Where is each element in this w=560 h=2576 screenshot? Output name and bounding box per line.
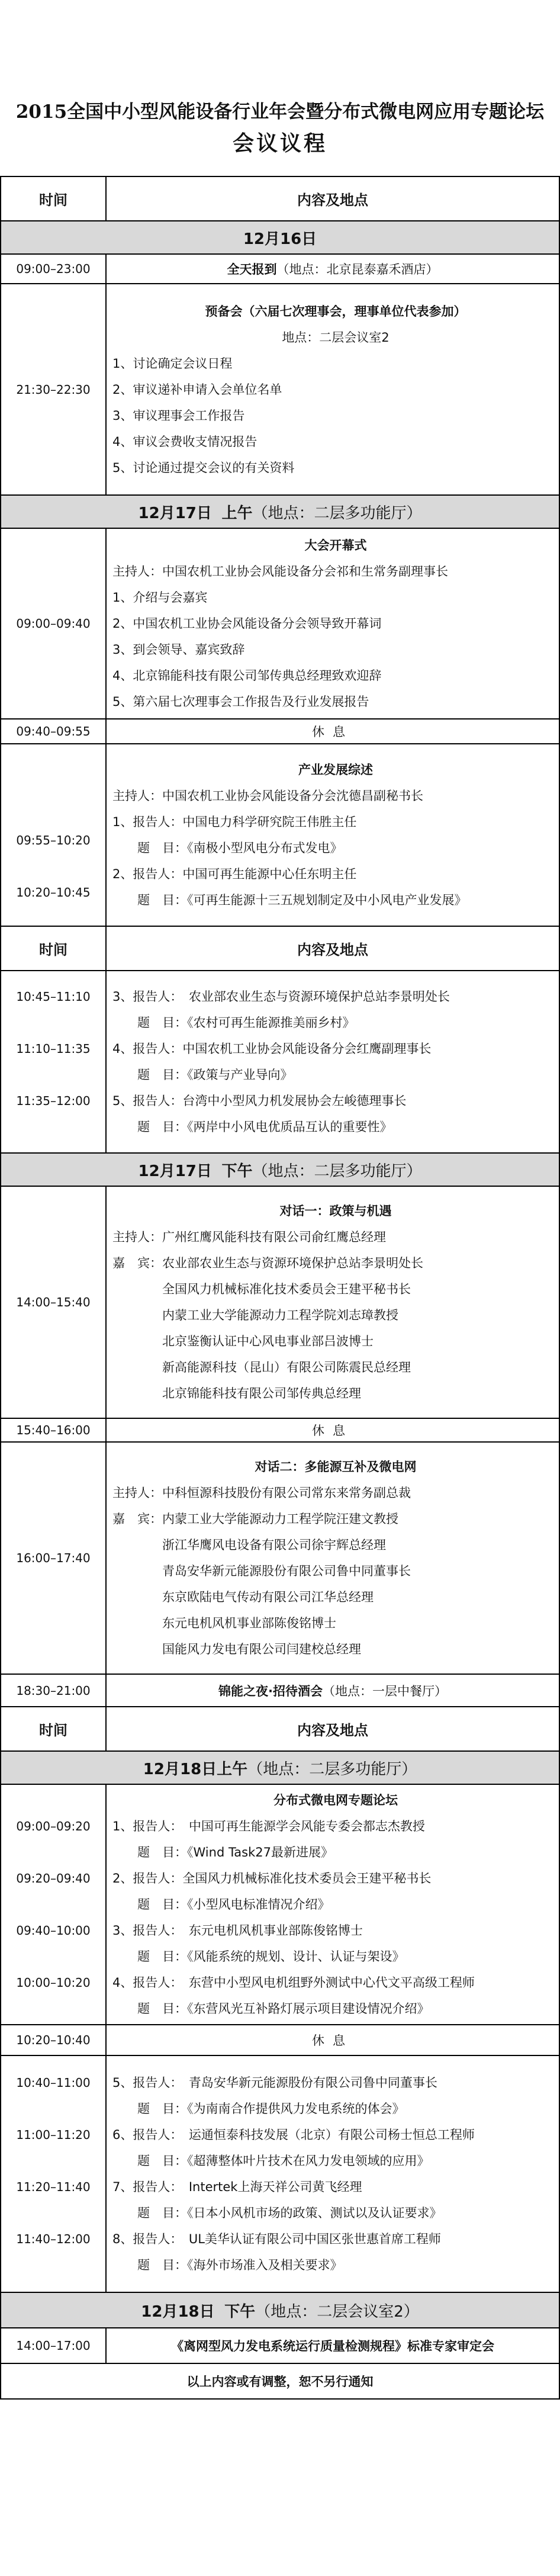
header-row	[1, 176, 559, 221]
speaker-line: 5、报告人： 青岛安华新元能源股份有限公司鲁中同董事长	[112, 2076, 437, 2090]
session-title: 大会开幕式	[304, 538, 367, 553]
content-cell	[106, 284, 559, 495]
break-label: 休息	[106, 2025, 559, 2055]
guest-line: 内蒙工业大学能源动力工程学院刘志璋教授	[162, 1308, 398, 1322]
break-row	[1, 1418, 559, 1442]
session-title: 预备会（六届七次理事会，理事单位代表参加）	[205, 304, 466, 319]
time-cell: 09:40–09:55	[1, 719, 106, 744]
header-row	[1, 926, 559, 971]
agenda-row	[1, 1442, 559, 1674]
content-cell	[106, 528, 559, 719]
time-column-header: 时间	[1, 1707, 106, 1751]
speaker-line: 5、报告人：台湾中小型风力机发展协会左峻德理事长	[112, 1094, 407, 1108]
content-cell	[106, 971, 559, 1153]
content-column-header: 内容及地点	[106, 176, 559, 221]
agenda-row	[1, 1784, 559, 2025]
time-column-header: 时间	[1, 176, 106, 221]
topic-line: 题 目：《为南南合作提供风力发电系统的体会》	[137, 2102, 405, 2116]
session-title: 分布式微电网专题论坛	[273, 1793, 398, 1807]
time-column-header: 时间	[1, 926, 106, 971]
topic-line: 题 目：《日本小风机市场的政策、测试以及认证要求》	[137, 2206, 442, 2220]
day-band-dec17-am: 12月17日 上午（地点：二层多功能厅）	[1, 495, 559, 528]
speaker-line: 1、报告人： 中国可再生能源学会风能专委会都志杰教授	[112, 1819, 425, 1833]
guest-line: 国能风力发电有限公司闫建校总经理	[162, 1642, 361, 1656]
speaker-line: 7、报告人： Intertek上海天祥公司黄飞经理	[112, 2180, 362, 2194]
guest-line: 全国风力机械标准化技术委员会王建平秘书长	[162, 1282, 411, 1296]
guest-line: 东京欧陆电气传动有限公司江华总经理	[162, 1590, 374, 1604]
content-cell	[106, 744, 559, 926]
time-cell: 09:00–23:00	[1, 254, 106, 284]
break-label: 休息	[106, 719, 559, 744]
day-band-dec17-pm: 12月17日 下午（地点：二层多功能厅）	[1, 1153, 559, 1186]
footer-note: 以上内容或有调整，恕不另行通知	[1, 2363, 559, 2399]
guest-line: 新高能源科技（昆山）有限公司陈震民总经理	[162, 1360, 411, 1374]
document-title: 2015全国中小型风能设备行业年会暨分布式微电网应用专题论坛	[15, 101, 545, 123]
agenda-row	[1, 1674, 559, 1707]
guest-line: 嘉 宾：农业部农业生态与资源环境保护总站李景明处长	[112, 1256, 423, 1270]
list-item: 3、审议理事会工作报告	[112, 408, 245, 423]
guest-line: 东元电机风机事业部陈俊铭博士	[162, 1616, 336, 1630]
agenda-row	[1, 1186, 559, 1418]
speaker-line: 3、报告人： 东元电机风机事业部陈俊铭博士	[112, 1923, 363, 1938]
time-cell: 21:30–22:30	[1, 284, 106, 495]
content-column-header: 内容及地点	[106, 926, 559, 971]
list-item: 5、讨论通过提交会议的有关资料	[112, 460, 295, 475]
content-cell: 《离网型风力发电系统运行质量检测规程》标准专家审定会	[106, 2328, 559, 2363]
topic-line: 题 目：《农村可再生能源推美丽乡村》	[137, 1016, 355, 1030]
list-item: 4、北京锦能科技有限公司邹传典总经理致欢迎辞	[112, 669, 382, 683]
day-band-dec18-am: 12月18日上午（地点：二层多功能厅）	[1, 1751, 559, 1784]
day-band-dec18-pm: 12月18日 下午（地点：二层会议室2）	[1, 2292, 559, 2328]
agenda-row	[1, 528, 559, 719]
time-cell: 09:00–09:40	[1, 528, 106, 719]
speaker-line: 1、报告人：中国电力科学研究院王伟胜主任	[112, 815, 357, 829]
list-item: 4、审议会费收支情况报告	[112, 434, 258, 449]
guest-line: 嘉 宾：内蒙工业大学能源动力工程学院汪建文教授	[112, 1512, 398, 1526]
agenda-row	[1, 284, 559, 495]
break-row	[1, 2025, 559, 2055]
content-cell	[106, 2055, 559, 2292]
guest-line: 北京锦能科技有限公司邹传典总经理	[162, 1386, 361, 1401]
topic-line: 题 目：《Wind Task27最新进展》	[137, 1845, 333, 1859]
session-title: 对话一：政策与机遇	[279, 1204, 392, 1218]
speaker-line: 4、报告人：中国农机工业协会风能设备分会红鹰副理事长	[112, 1042, 432, 1056]
break-label: 休息	[106, 1418, 559, 1442]
host-line: 主持人：中国农机工业协会风能设备分会沈德昌副秘书长	[112, 789, 423, 803]
list-item: 2、审议递补申请入会单位名单	[112, 382, 282, 397]
host-line: 主持人：广州红鹰风能科技有限公司俞红鹰总经理	[112, 1230, 386, 1244]
agenda-row	[1, 2055, 559, 2292]
document-subtitle: 会议议程	[232, 131, 327, 156]
time-cell: 14:00–15:40	[1, 1186, 106, 1418]
speaker-line: 4、报告人： 东营中小型风电机组野外测试中心代文平高级工程师	[112, 1976, 475, 1990]
topic-line: 题 目：《可再生能源十三五规划制定及中小风电产业发展》	[137, 893, 467, 907]
topic-line: 题 目：《海外市场准入及相关要求》	[137, 2258, 343, 2272]
agenda-row	[1, 744, 559, 926]
agenda-row	[1, 971, 559, 1153]
list-item: 1、讨论确定会议日程	[112, 356, 233, 371]
list-item: 1、介绍与会嘉宾	[112, 590, 208, 605]
topic-line: 题 目：《南极小型风电分布式发电》	[137, 841, 343, 855]
host-line: 主持人：中科恒源科技股份有限公司常东来常务副总裁	[112, 1486, 411, 1500]
header-row	[1, 1707, 559, 1751]
time-cell: 09:55–10:20 10:20–10:45	[1, 744, 106, 926]
time-cell: 18:30–21:00	[1, 1674, 106, 1707]
session-title: 对话二：多能源互补及微电网	[255, 1460, 417, 1474]
speaker-line: 2、报告人：全国风力机械标准化技术委员会王建平秘书长	[112, 1871, 432, 1886]
list-item: 3、到会领导、嘉宾致辞	[112, 643, 245, 657]
time-cell: 16:00–17:40	[1, 1442, 106, 1674]
topic-line: 题 目：《小型风电标准情况介绍》	[137, 1897, 330, 1912]
content-cell	[106, 1442, 559, 1674]
time-cell: 10:40–11:00 11:00–11:20 11:20–11:40 11:40–12:00	[1, 2055, 106, 2292]
footer-row	[1, 2363, 559, 2399]
guest-line: 北京鉴衡认证中心风电事业部吕波博士	[162, 1334, 374, 1348]
speaker-line: 3、报告人： 农业部农业生态与资源环境保护总站李景明处长	[112, 990, 450, 1004]
agenda-row	[1, 2328, 559, 2363]
speaker-line: 2、报告人：中国可再生能源中心任东明主任	[112, 867, 357, 881]
list-item: 2、中国农机工业协会风能设备分会领导致开幕词	[112, 616, 382, 631]
agenda-table	[0, 176, 560, 2400]
guest-line: 浙江华鹰风电设备有限公司徐宇辉总经理	[162, 1538, 386, 1552]
list-item: 5、第六届七次理事会工作报告及行业发展报告	[112, 695, 369, 709]
time-cell: 15:40–16:00	[1, 1418, 106, 1442]
session-title: 产业发展综述	[298, 763, 373, 777]
time-cell: 09:00–09:20 09:20–09:40 09:40–10:00 10:00–10:20	[1, 1784, 106, 2025]
list-item: 主持人：中国农机工业协会风能设备分会祁和生常务副理事长	[112, 564, 448, 579]
agenda-row	[1, 254, 559, 284]
content-cell: 全天报到（地点：北京昆泰嘉禾酒店）	[106, 254, 559, 284]
time-cell: 10:20–10:40	[1, 2025, 106, 2055]
break-row	[1, 719, 559, 744]
content-column-header: 内容及地点	[106, 1707, 559, 1751]
guest-line: 青岛安华新元能源股份有限公司鲁中同董事长	[162, 1564, 411, 1578]
day-band-dec16: 12月16日	[1, 221, 559, 254]
topic-line: 题 目：《超薄整体叶片技术在风力发电领域的应用》	[137, 2154, 430, 2168]
session-location: 地点：二层会议室2	[282, 330, 390, 345]
time-cell: 10:45–11:10 11:10–11:35 11:35–12:00	[1, 971, 106, 1153]
content-cell	[106, 1186, 559, 1418]
content-cell	[106, 1784, 559, 2025]
speaker-line: 8、报告人： UL美华认证有限公司中国区张世惠首席工程师	[112, 2232, 441, 2246]
topic-line: 题 目：《两岸中小风电优质品互认的重要性》	[137, 1120, 392, 1134]
topic-line: 题 目：《政策与产业导向》	[137, 1068, 293, 1082]
time-cell: 14:00–17:00	[1, 2328, 106, 2363]
content-cell: 锦能之夜·招待酒会（地点：一层中餐厅）	[106, 1674, 559, 1707]
speaker-line: 6、报告人： 运通恒泰科技发展（北京）有限公司杨士恒总工程师	[112, 2128, 475, 2142]
topic-line: 题 目：《风能系统的规划、设计、认证与架设》	[137, 1949, 405, 1964]
topic-line: 题 目：《东营风光互补路灯展示项目建设情况介绍》	[137, 2002, 430, 2016]
